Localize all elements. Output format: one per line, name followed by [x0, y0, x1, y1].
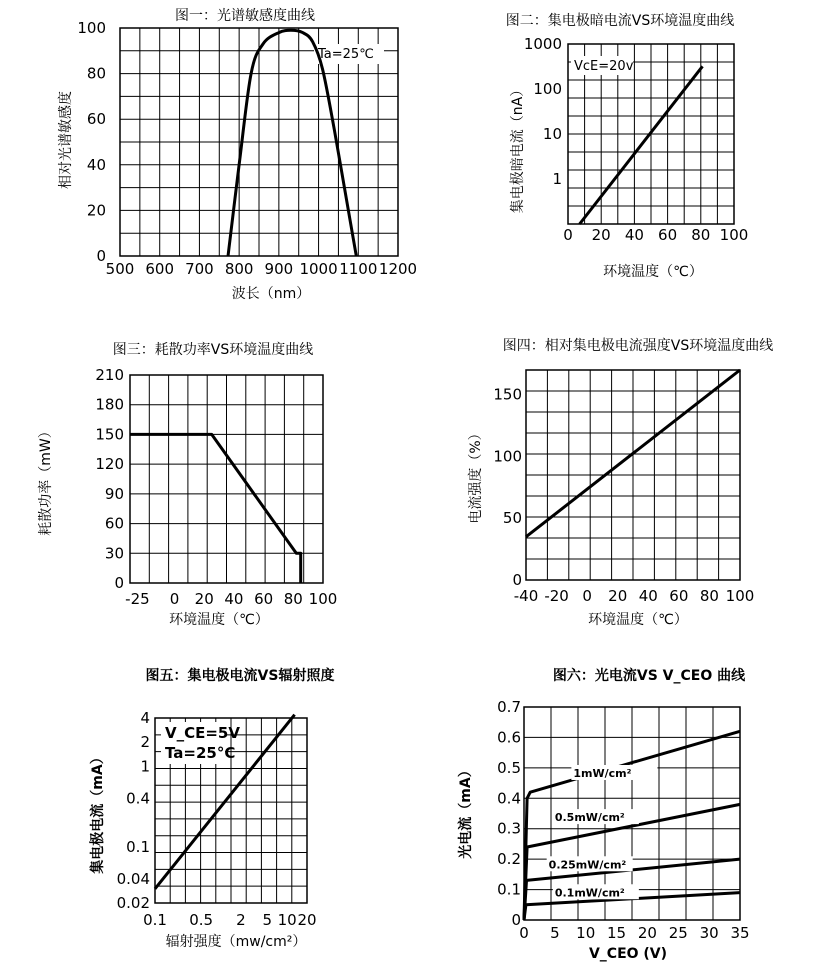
chart-1-title: 图一：光谱敏感度曲线	[175, 8, 315, 24]
chart-3-x-tick-label: 100	[308, 590, 338, 608]
chart-1-y-tick-label: 0	[96, 247, 106, 265]
chart-1-x-tick-label: 900	[264, 260, 294, 278]
chart-1-annotation: Ta=25℃	[318, 47, 374, 62]
chart-3-x-axis-label: 环境温度（℃）	[169, 612, 269, 628]
chart-3-y-tick-label: 150	[95, 425, 124, 444]
chart-6-x-axis-label: V_CEO (V)	[588, 946, 668, 962]
chart-2-y-tick-label: 10	[542, 125, 562, 143]
chart-5-y-tick-label: 2	[140, 733, 150, 752]
chart-6-y-tick-label: 0.2	[497, 850, 521, 869]
chart-1-x-tick-label: 700	[185, 260, 214, 278]
chart-1-series-1-line	[228, 30, 356, 256]
chart-6-x-tick-label: 35	[730, 924, 750, 942]
chart-5-x-tick-label: 5	[262, 911, 273, 929]
chart-5-y-tick-label: 1	[140, 757, 150, 776]
chart-5-annotation-line: V_CE=5V	[165, 724, 240, 742]
chart-1-y-tick-label: 40	[86, 155, 106, 174]
chart-4-title: 图四：相对集电极电流强度VS环境温度曲线	[502, 338, 774, 354]
chart-3-x-tick-label: 80	[283, 590, 303, 608]
chart-4-y-tick-label: 0	[512, 571, 522, 589]
chart-4-y-tick-label: 100	[493, 447, 522, 466]
chart-6-y-tick-label: 0.4	[497, 789, 521, 808]
chart-3-x-tick-label: -25	[125, 590, 150, 608]
chart-6-x-tick-label: 30	[699, 924, 719, 942]
chart-3-series-1-line	[130, 434, 301, 583]
chart-6-y-tick-label: 0	[511, 911, 521, 929]
chart-5-x-tick-label: 10	[277, 911, 297, 929]
chart-6-photocurrent-vs-vceo	[457, 667, 750, 962]
chart-4-y-tick-label: 50	[502, 509, 522, 528]
chart-1-spectral-sensitivity	[57, 7, 417, 302]
chart-6-y-tick-label: 0.6	[497, 728, 521, 747]
chart-5-current-vs-irradiance	[89, 667, 334, 950]
chart-4-x-tick-label: 100	[725, 587, 755, 605]
chart-6-series-1-label: 1mW/cm²	[573, 766, 632, 780]
chart-3-x-tick-label: 60	[254, 590, 274, 608]
chart-6-series-4-label: 0.1mW/cm²	[554, 886, 625, 900]
chart-1-x-tick-label: 600	[145, 260, 175, 278]
chart-4-y-axis-label: 电流强度（%）	[468, 426, 484, 524]
chart-1-x-axis-label: 波长（nm）	[231, 286, 311, 302]
chart-4-x-axis-label: 环境温度（℃）	[588, 612, 688, 628]
chart-3-x-tick-label: 20	[194, 590, 214, 608]
chart-2-y-tick-label: 100	[533, 80, 562, 98]
chart-5-y-tick-label: 0.4	[126, 789, 150, 808]
chart-5-y-tick-label: 4	[140, 709, 150, 727]
chart-2-x-tick-label: 40	[624, 226, 644, 244]
chart-1-x-tick-label: 1100	[339, 260, 378, 278]
chart-2-y-tick-label: 1	[552, 170, 562, 188]
chart-3-y-tick-label: 120	[95, 455, 124, 474]
chart-1-x-tick-label: 800	[224, 260, 254, 278]
chart-2-x-tick-label: 60	[658, 226, 678, 244]
chart-5-title: 图五：集电极电流VS辐射照度	[145, 668, 335, 684]
chart-6-y-axis-label: 光电流（mA）	[458, 763, 474, 859]
chart-6-x-tick-label: 20	[637, 924, 657, 942]
chart-5-x-tick-label: 20	[297, 911, 317, 929]
chart-4-x-tick-label: 40	[638, 587, 658, 605]
chart-1-x-tick-label: 1000	[299, 260, 338, 278]
chart-5-y-tick-label: 0.04	[116, 869, 150, 888]
chart-5-x-tick-label: 0.1	[143, 911, 167, 929]
chart-3-y-tick-label: 0	[114, 574, 124, 592]
chart-5-x-tick-label: 2	[236, 911, 246, 929]
chart-2-title: 图二：集电极暗电流VS环境温度曲线	[505, 13, 735, 29]
chart-5-x-tick-label: 0.5	[189, 911, 214, 929]
chart-1-y-tick-label: 20	[86, 201, 106, 220]
chart-2-x-tick-label: 20	[591, 226, 611, 244]
chart-2-x-tick-label: 0	[563, 226, 573, 244]
chart-3-y-tick-label: 210	[95, 366, 124, 384]
chart-4-grid	[526, 370, 740, 580]
chart-6-series-2-label: 0.5mW/cm²	[554, 811, 625, 825]
chart-6-x-tick-label: 15	[607, 924, 627, 942]
chart-1-x-tick-label: 1200	[378, 260, 418, 278]
chart-4-x-tick-label: 0	[582, 587, 592, 605]
chart-6-y-tick-label: 0.3	[497, 819, 521, 838]
chart-1-y-tick-label: 60	[86, 110, 106, 129]
chart-6-y-tick-label: 0.1	[497, 880, 521, 899]
chart-3-y-tick-label: 30	[104, 544, 124, 563]
chart-2-y-tick-label: 1000	[523, 35, 562, 53]
chart-3-y-tick-label: 180	[95, 395, 124, 414]
chart-5-y-tick-label: 0.02	[116, 894, 150, 912]
chart-2-x-tick-label: 80	[691, 226, 711, 244]
chart-3-title: 图三：耗散功率VS环境温度曲线	[112, 342, 314, 358]
chart-4-relative-current	[467, 337, 773, 628]
chart-1-x-tick-label: 500	[105, 260, 135, 278]
chart-6-x-tick-label: 0	[519, 924, 529, 942]
chart-2-x-axis-label: 环境温度（℃）	[603, 264, 703, 280]
chart-6-series-3-label: 0.25mW/cm²	[548, 858, 627, 872]
chart-4-x-tick-label: 80	[699, 587, 719, 605]
chart-2-dark-current	[506, 12, 749, 280]
chart-5-x-axis-label: 辐射强度（mw/cm²）	[165, 934, 307, 950]
chart-6-x-tick-label: 10	[576, 924, 596, 942]
chart-1-y-axis-label: 相对光谱敏感度	[58, 91, 74, 189]
chart-4-x-tick-label: 60	[669, 587, 689, 605]
chart-2-x-tick-label: 100	[719, 226, 749, 244]
chart-3-y-tick-label: 90	[104, 484, 124, 503]
chart-1-y-tick-label: 100	[77, 19, 106, 37]
chart-5-annotation-line: Ta=25°C	[165, 744, 236, 762]
chart-4-x-tick-label: -20	[544, 587, 569, 605]
chart-6-title: 图六：光电流VS V_CEO 曲线	[552, 668, 746, 684]
chart-3-y-axis-label: 耗散功率（mW）	[38, 424, 54, 536]
chart-3-power-dissipation	[37, 341, 337, 628]
chart-3-x-tick-label: 40	[224, 590, 244, 608]
chart-4-y-tick-label: 150	[493, 385, 522, 404]
chart-3-y-tick-label: 60	[104, 514, 124, 533]
chart-6-y-tick-label: 0.5	[497, 758, 521, 777]
chart-5-y-axis-label: 集电极电流（mA）	[90, 750, 106, 874]
chart-2-annotation: VcE=20v	[574, 59, 634, 74]
chart-4-x-tick-label: 20	[608, 587, 628, 605]
chart-2-y-axis-label: 集电极暗电流（nA）	[510, 82, 526, 214]
chart-6-y-tick-label: 0.7	[497, 698, 521, 716]
chart-3-x-tick-label: 0	[169, 590, 180, 608]
chart-4-x-tick-label: -40	[513, 587, 539, 605]
chart-5-y-tick-label: 0.1	[126, 837, 150, 856]
chart-6-x-tick-label: 5	[550, 924, 560, 942]
chart-1-y-tick-label: 80	[86, 64, 106, 83]
chart-6-x-tick-label: 25	[668, 924, 688, 942]
